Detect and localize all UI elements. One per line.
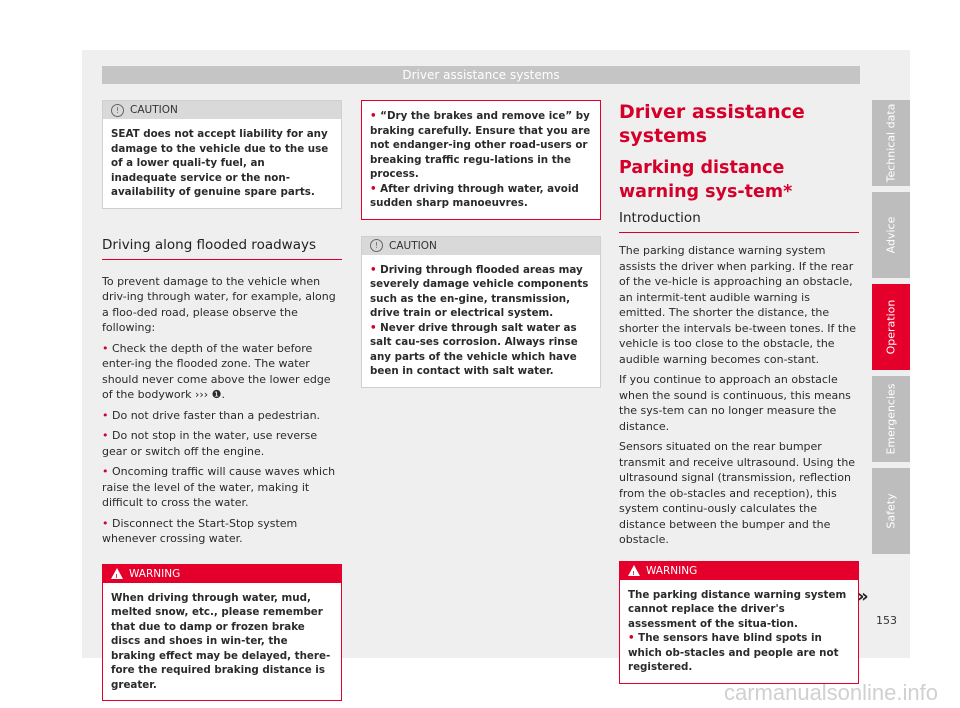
continue-marker: » xyxy=(857,586,869,607)
tab-advice[interactable]: Advice xyxy=(872,192,910,278)
warning-triangle-icon xyxy=(628,565,640,576)
caution-text: SEAT does not accept liability for any damage to the vehicle due to the use of a lower quali-ty fuel, an inadequate service or the non-availability of genuine spare parts. xyxy=(111,128,329,198)
column-1 xyxy=(102,100,342,701)
paragraph: If you continue to approach an obstacle when the sound is continuous, this means the sys-tem can no longer measure the distance. xyxy=(619,373,851,433)
side-tabs xyxy=(872,100,910,560)
warning-triangle-icon xyxy=(111,568,123,579)
list-item: • Check the depth of the water before enter-ing the flooded zone. The water should never come above the lower edge of the bodywork ››› ❶. xyxy=(102,341,331,401)
list-item: • After driving through water, avoid sudden sharp manoeuvres. xyxy=(370,182,579,209)
warning-text xyxy=(620,580,858,683)
warning-text: When driving through water, mud, melted snow, etc., please remember that due to damp or frozen brake discs and shoes in win-ter, the braking effect may be delayed, there-fore the required braking distance is greater. xyxy=(111,591,331,691)
tab-operation[interactable]: Operation xyxy=(872,284,910,370)
caution-box-header xyxy=(362,237,600,255)
caution-text xyxy=(362,255,600,387)
caution-icon: ! xyxy=(111,104,124,117)
list-item: • Do not stop in the water, use reverse gear or switch off the engine. xyxy=(102,429,318,458)
warning-paragraph: The parking distance warning system cannot replace the driver's assessment of the situa-tion. xyxy=(628,588,847,630)
paragraph: Sensors situated on the rear bumper transmit and receive ultrasound. Using the ultrasound signal (transmission, reflection from the ob-stacles and reception), this system continu-ously calculates the distance between the bumper and the obstacle. xyxy=(619,440,856,546)
caution-box-2 xyxy=(361,236,601,388)
page-number: 153 xyxy=(876,614,897,627)
warning-label: WARNING xyxy=(646,564,698,577)
warning-box-header xyxy=(620,562,858,580)
column-3 xyxy=(619,100,859,684)
list-item: • The sensors have blind spots in which ob-stacles and people are not registered. xyxy=(628,632,839,673)
section-title: Driving along flooded roadways xyxy=(102,237,342,260)
list-item: • Driving through flooded areas may severely damage vehicle components such as the en-gine, transmission, drive train or electrical system. xyxy=(370,263,589,319)
list-item: • Do not drive faster than a pedestrian. xyxy=(102,408,321,422)
caution-label: CAUTION xyxy=(389,239,437,252)
tab-emergencies[interactable]: Emergencies xyxy=(872,376,910,462)
tab-technical-data[interactable]: Technical data xyxy=(872,100,910,186)
caution-icon: ! xyxy=(370,239,383,252)
tab-safety[interactable]: Safety xyxy=(872,468,910,554)
continued-warning-box xyxy=(361,100,601,220)
subsection-heading: Introduction xyxy=(619,210,859,233)
watermark: carmanualsonline.info xyxy=(723,680,938,705)
section-heading: Parking distance warning sys-tem* xyxy=(619,158,793,202)
warning-box-header xyxy=(103,565,341,583)
running-header: Driver assistance systems xyxy=(102,66,860,84)
warning-label: WARNING xyxy=(129,567,181,580)
caution-box-header xyxy=(103,101,341,119)
list-item: • Disconnect the Start-Stop system whenever crossing water. xyxy=(102,516,298,545)
intro-paragraph: To prevent damage to the vehicle when driv-ing through water, for example, along a floo-ded road, please observe the following: xyxy=(102,274,336,334)
paragraph: The parking distance warning system assists the driver when parking. If the rear of the ve-hicle is approaching an obstacle, an intermit-tent audible warning is emitted. The shorter the distance, the shorter the intervals be-tween tones. If the vehicle is too close to the obstacle, the audible warning becomes con-stant. xyxy=(619,244,856,366)
continued-warning-text xyxy=(362,101,600,219)
list-item: • “Dry the brakes and remove ice” by braking carefully. Ensure that you are not endanger-ing other road-users or breaking traffic regu-lations in the process. xyxy=(370,110,591,180)
section-body xyxy=(102,274,342,547)
warning-box-3 xyxy=(619,561,859,684)
caution-box xyxy=(102,100,342,209)
chapter-title: Driver assistance systems xyxy=(619,101,805,147)
caution-label: CAUTION xyxy=(130,104,178,116)
intro-body xyxy=(619,243,859,548)
list-item: • Oncoming traffic will cause waves which raise the level of the water, making it difficult to cross the water. xyxy=(102,465,336,509)
list-item: • Never drive through salt water as salt cau-ses corrosion. Always rinse any parts of the vehicle which have been in contact with salt water. xyxy=(370,321,578,377)
column-2 xyxy=(361,100,601,388)
